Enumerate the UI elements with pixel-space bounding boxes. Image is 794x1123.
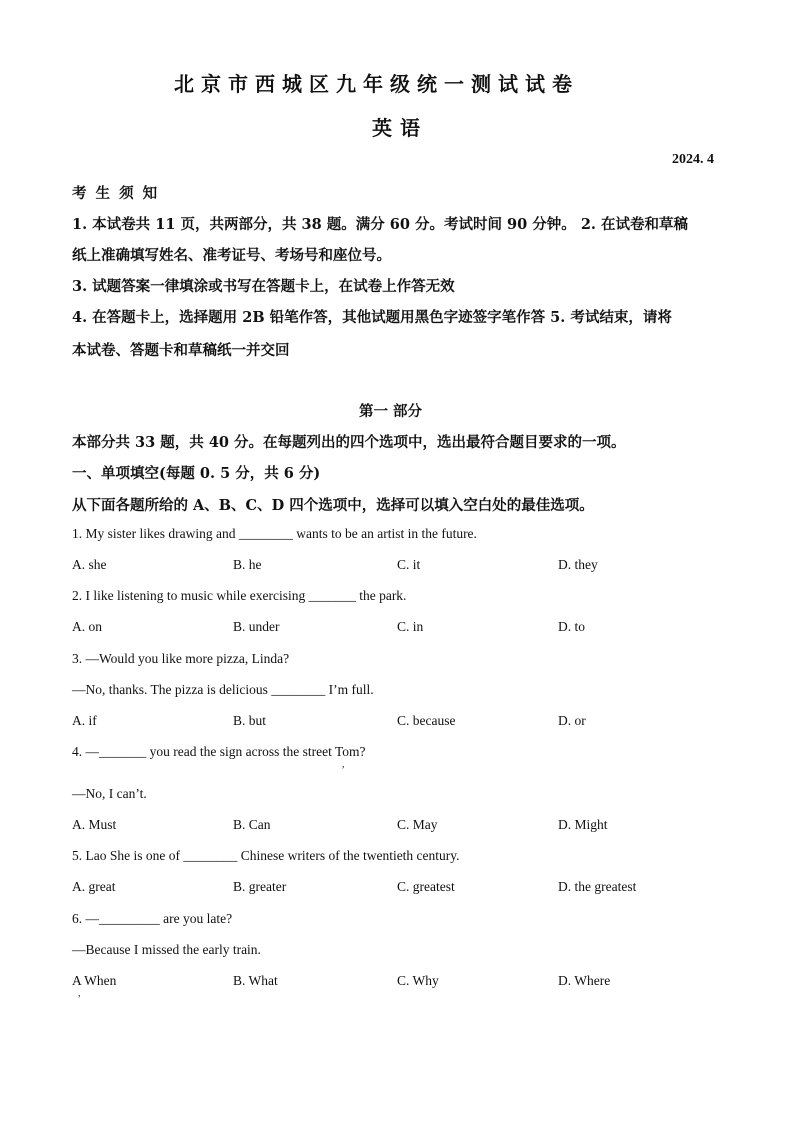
- question-dialogue: —Because I missed the early train.: [72, 942, 261, 957]
- option-d: D. or: [558, 713, 586, 728]
- option-c: C. because: [397, 713, 456, 728]
- section-instruction: 从下面各题所给的 A、B、C、D 四个选项中，选择可以填入空白处的最佳选项。: [72, 497, 594, 514]
- option-a: A. on: [72, 619, 102, 634]
- option-d: D. the greatest: [558, 879, 637, 894]
- question-dialogue: —No, thanks. The pizza is delicious ________ I’m full.: [72, 682, 374, 697]
- option-c: C. Why: [397, 973, 439, 988]
- part-intro: 本部分共 33 题，共 40 分。在每题列出的四个选项中，选出最符合题目要求的一项。: [72, 434, 626, 451]
- question-stem: 2. I like listening to music while exercising _______ the park.: [72, 588, 407, 603]
- option-d: D. they: [558, 557, 598, 572]
- option-b: B. he: [233, 557, 262, 572]
- option-d: D. Where: [558, 973, 611, 988]
- option-a: A. if: [72, 713, 97, 728]
- part-heading: 第一 部分: [359, 403, 423, 420]
- notice-line: 1. 本试卷共 11 页，共两部分，共 38 题。满分 60 分。考试时间 90 分钟。 2. 在试卷和草稿: [72, 216, 689, 233]
- question-dialogue: —No, I can’t.: [72, 786, 147, 801]
- option-a: A When: [72, 973, 117, 988]
- question-stem: 5. Lao She is one of ________ Chinese writers of the twentieth century.: [72, 848, 460, 863]
- question-stem: 6. —_________ are you late?: [72, 911, 233, 926]
- question-stem: 1. My sister likes drawing and ________ wants to be an artist in the future.: [72, 526, 477, 541]
- notice-line: 4. 在答题卡上，选择题用 2B 铅笔作答，其他试题用黑色字迹签字笔作答 5. 考试结束，请将: [72, 309, 672, 326]
- paper-title: 北京市西城区九年级统一测试试卷: [174, 72, 579, 96]
- option-b: B. under: [233, 619, 280, 634]
- question-stem: 3. —Would you like more pizza, Linda?: [72, 651, 290, 666]
- notice-line: 纸上准确填写姓名、准考证号、考场号和座位号。: [72, 247, 391, 264]
- option-a: A. great: [72, 879, 116, 894]
- option-c: C. May: [397, 817, 438, 832]
- option-d: D. to: [558, 619, 585, 634]
- option-b: B. What: [233, 973, 278, 988]
- stray-mark: ,: [78, 988, 81, 999]
- option-c: C. greatest: [397, 879, 455, 894]
- option-c: C. it: [397, 557, 421, 572]
- option-a: A. she: [72, 557, 107, 572]
- option-a: A. Must: [72, 817, 117, 832]
- notice-line: 本试卷、答题卡和草稿纸一并交回: [72, 342, 290, 359]
- question-stem: 4. —_______ you read the sign across the street Tom?: [72, 744, 366, 759]
- subject-title: 英语: [372, 116, 428, 140]
- option-b: B. but: [233, 713, 267, 728]
- exam-date: 2024. 4: [672, 152, 714, 167]
- option-b: B. Can: [233, 817, 271, 832]
- option-c: C. in: [397, 619, 424, 634]
- option-b: B. greater: [233, 879, 287, 894]
- notice-heading: 考 生 须 知: [72, 185, 160, 202]
- section-title: 一、单项填空(每题 0. 5 分，共 6 分): [72, 465, 321, 482]
- stray-mark: ,: [342, 759, 345, 770]
- notice-line: 3. 试题答案一律填涂或书写在答题卡上，在试卷上作答无效: [72, 278, 455, 295]
- option-d: D. Might: [558, 817, 608, 832]
